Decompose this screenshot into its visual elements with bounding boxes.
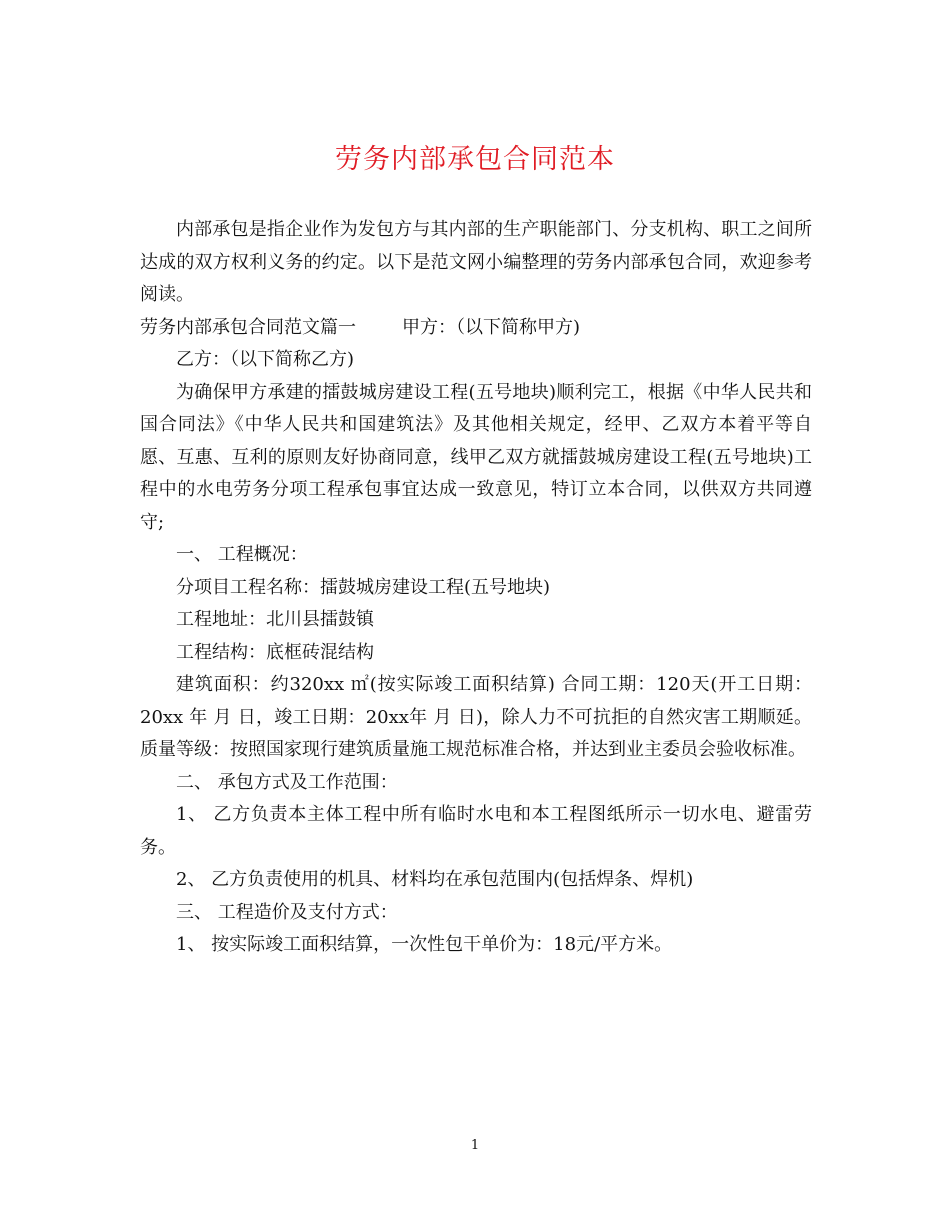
document-title: 劳务内部承包合同范本 (335, 144, 615, 175)
contract-purpose-paragraph: 为确保甲方承建的擂鼓城房建设工程(五号地块)顺利完工，根据《中华人民共和国合同法》《中华人民共和国建筑法》及其他相关规定，经甲、乙双方本着平等自愿、互惠、互利的原则友好协商同意，线甲乙双方就擂鼓城房建设工程(五号地块)工程中的水电劳务分项工程承包事宜达成一致意见，特订立本合同，以供双方共同遵守; (140, 381, 812, 533)
section-heading-contracting-method: 二、 承包方式及工作范围： (176, 771, 398, 793)
contract-header-line (140, 312, 812, 345)
project-address-line: 工程地址：北川县擂鼓镇 (176, 609, 374, 630)
contract-sample-title: 劳务内部承包合同范文篇一 (140, 316, 356, 338)
scope-item-1: 1、 乙方负责本主体工程中所有临时水电和本工程图纸所示一切水电、避雷劳务。 (140, 804, 812, 858)
party-a-line: 甲方：（以下简称甲方) (402, 316, 581, 338)
construction-area-paragraph: 建筑面积：约320xx ㎡(按实际竣工面积结算) 合同工期：120天(开工日期： 20xx 年 月 日，竣工日期：20xx年 月 日)，除人力不可抗拒的自然灾害工期顺延。质量等级：按照国家现行建筑质量施工规范标准合格，并达到业主委员会验收标准。 (140, 674, 812, 760)
section-heading-cost-payment: 三、 工程造价及支付方式： (176, 901, 398, 923)
intro-paragraph: 内部承包是指企业作为发包方与其内部的生产职能部门、分支机构、职工之间所达成的双方权利义务的约定。以下是范文网小编整理的劳务内部承包合同，欢迎参考阅读。 (140, 219, 812, 305)
page-number: 1 (470, 1138, 480, 1153)
scope-item-2: 2、 乙方负责使用的机具、材料均在承包范围内(包括焊条、焊机) (176, 869, 694, 890)
project-name-line: 分项目工程名称：擂鼓城房建设工程(五号地块) (176, 576, 551, 598)
section-heading-project-overview: 一、 工程概况： (176, 544, 308, 565)
document-body (140, 214, 812, 962)
project-structure-line: 工程结构：底框砖混结构 (176, 641, 374, 663)
party-b-line: 乙方：（以下简称乙方) (176, 349, 355, 370)
payment-item-1: 1、 按实际竣工面积结算，一次性包干单价为：18元/平方米。 (176, 934, 673, 955)
